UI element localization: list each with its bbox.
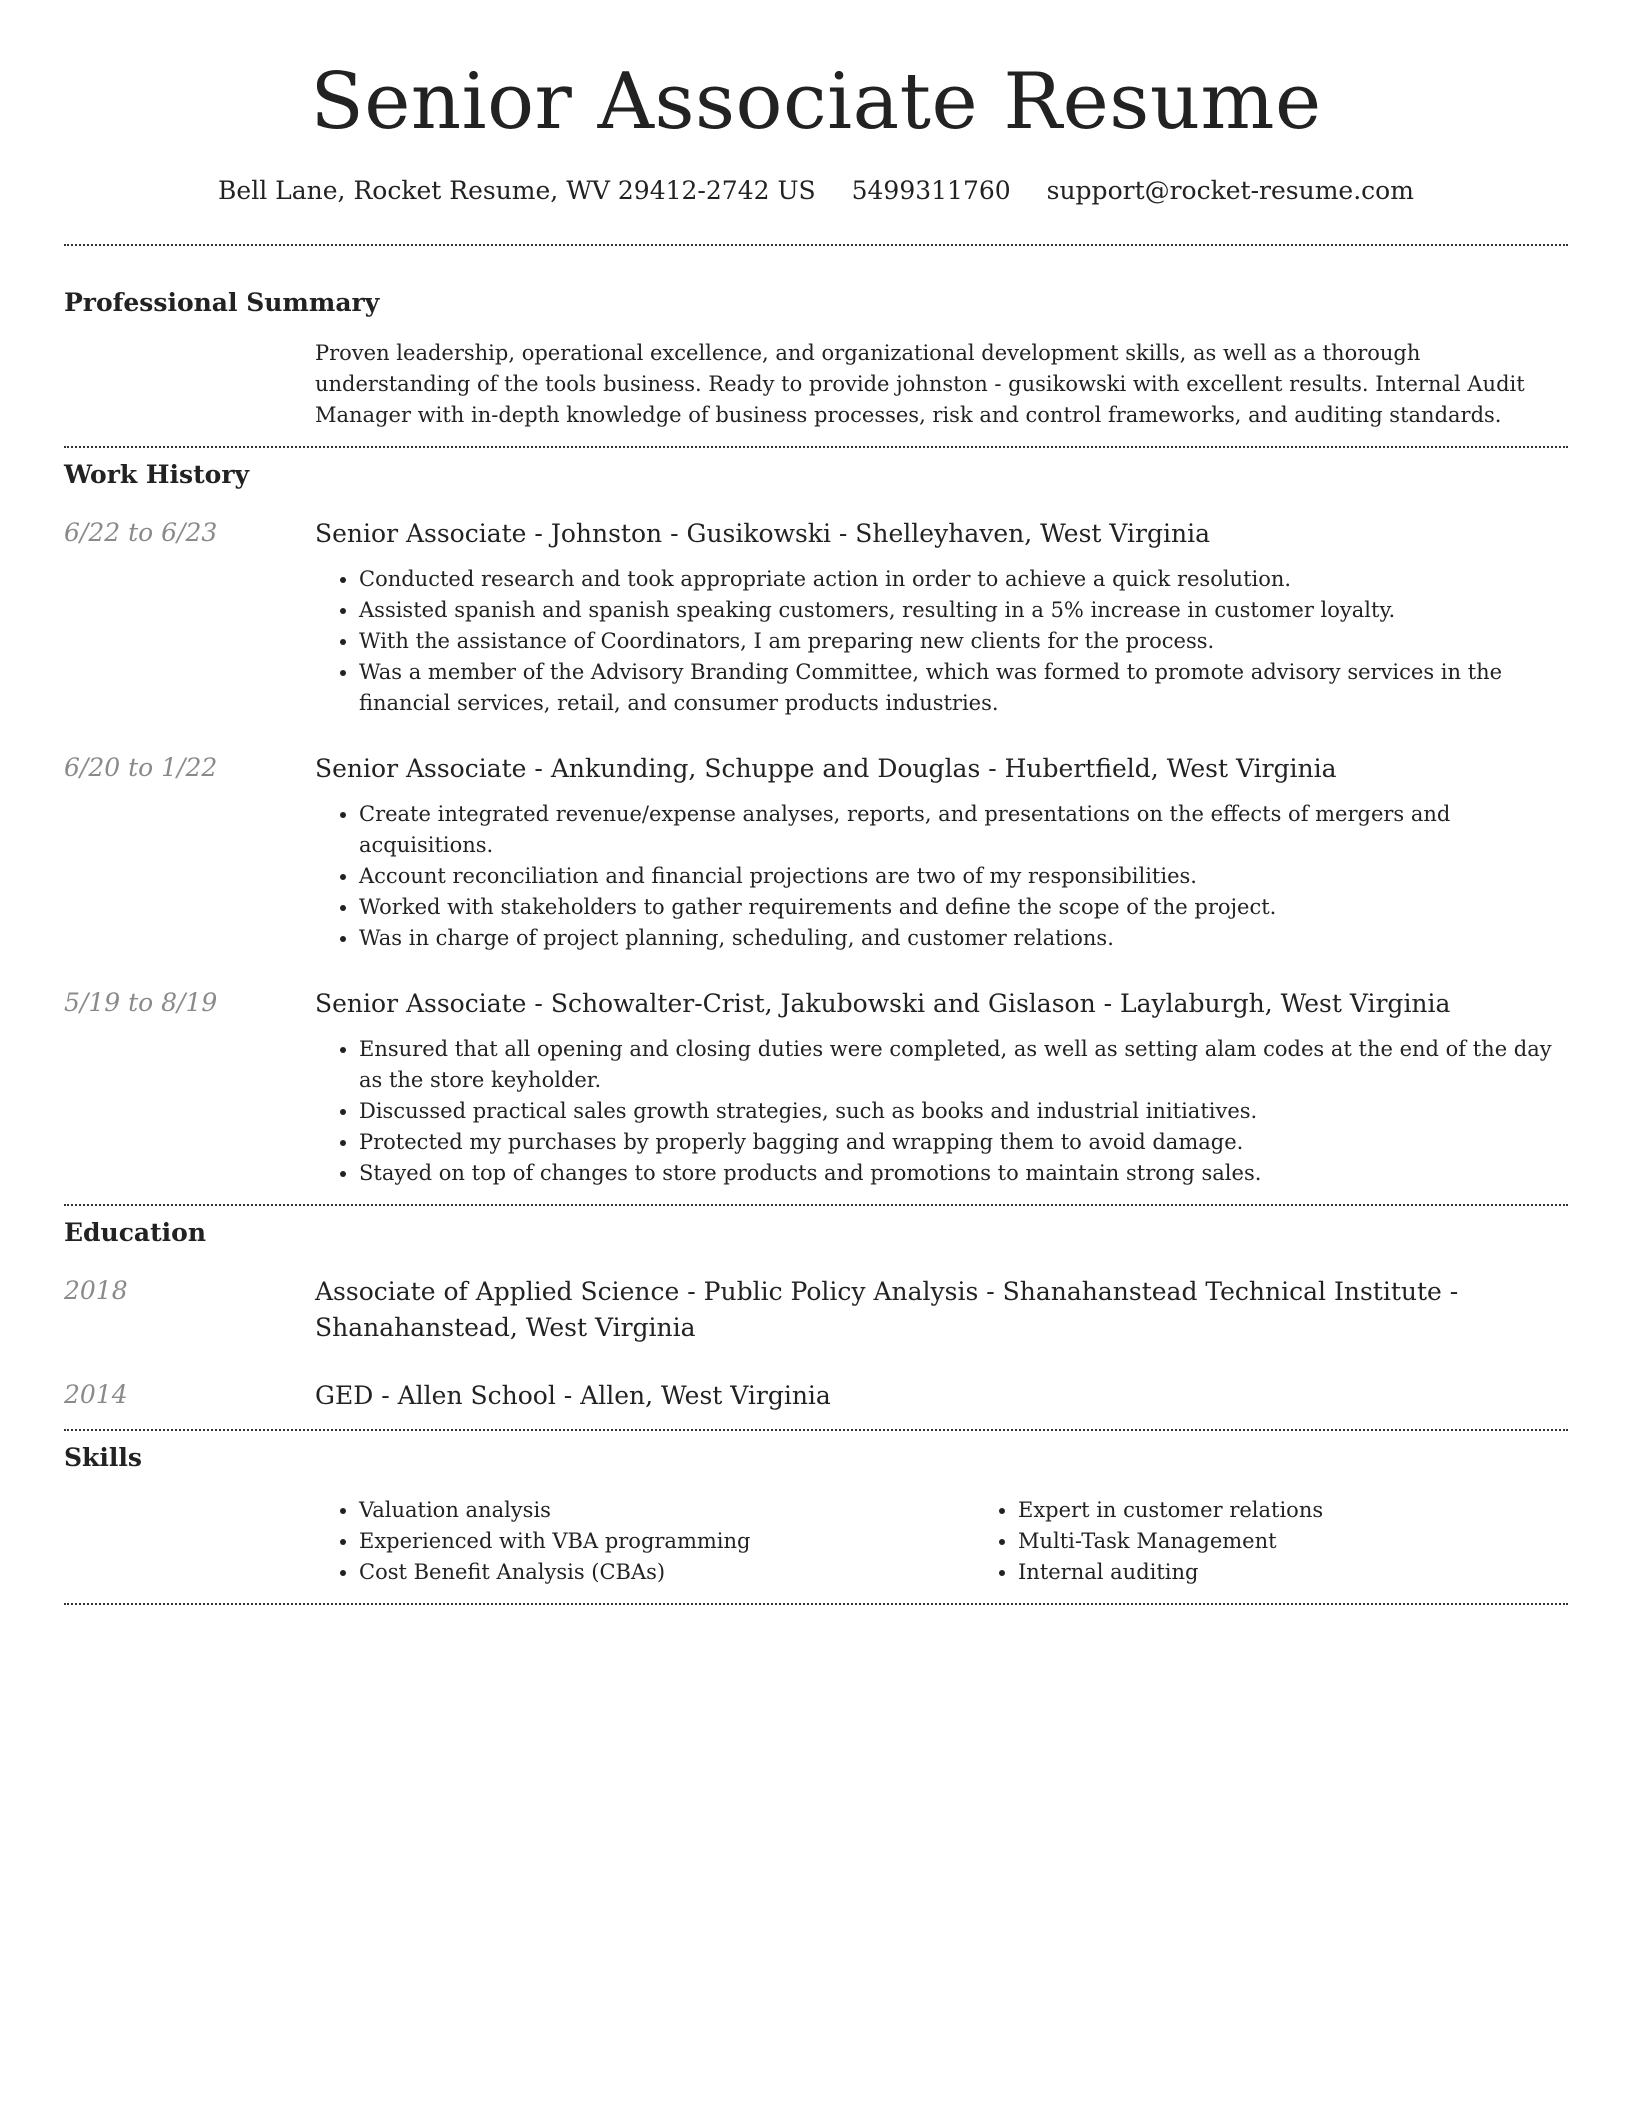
education-heading	[315, 1378, 1568, 1414]
skills-list-right	[974, 1495, 1632, 1588]
list-item: • With the assistance of Coordinators, I am preparing new clients for the process.	[359, 626, 1568, 657]
summary-spacer	[64, 338, 315, 431]
job-bullets	[315, 799, 1568, 954]
job-employer: - Ankunding, Schuppe and Douglas - Hubertfield, West Virginia	[526, 754, 1337, 783]
list-item: • Was in charge of project planning, scheduling, and customer relations.	[359, 923, 1568, 954]
job-title: Senior Associate	[315, 519, 527, 548]
education-degree: Associate of Applied Science - Public Policy Analysis	[315, 1277, 979, 1306]
job-dates: 6/22 to 6/23	[64, 518, 218, 547]
job-dates: 5/19 to 8/19	[64, 988, 218, 1017]
list-item: • Internal auditing	[1018, 1557, 1632, 1588]
list-item: • Multi-Task Management	[1018, 1526, 1632, 1557]
section-heading-skills: Skills	[64, 1443, 142, 1472]
contact-phone: 5499311760	[851, 176, 1011, 205]
work-history-section	[64, 448, 1568, 1189]
list-item: • Ensured that all opening and closing duties were completed, as well as setting alam codes at the end of the day as the store keyholder.	[359, 1034, 1568, 1096]
job-title: Senior Associate	[315, 754, 527, 783]
job-employer: - Johnston - Gusikowski - Shelleyhaven, West Virginia	[526, 519, 1210, 548]
education-year: 2018	[64, 1276, 128, 1305]
list-item: • Assisted spanish and spanish speaking customers, resulting in a 5% increase in customer loyalty.	[359, 595, 1568, 626]
list-item: • Conducted research and took appropriate action in order to achieve a quick resolution.	[359, 564, 1568, 595]
section-heading-work: Work History	[64, 460, 250, 489]
education-section	[64, 1206, 1568, 1414]
job-heading	[315, 516, 1568, 552]
job-dates: 6/20 to 1/22	[64, 753, 218, 782]
job-entry	[64, 751, 1568, 954]
education-degree: GED	[315, 1381, 374, 1410]
summary-section	[64, 246, 1568, 431]
job-bullets	[315, 1034, 1568, 1189]
job-bullets	[315, 564, 1568, 719]
summary-text: Proven leadership, operational excellence, and organizational development skills, as well as a thorough understanding of the tools business. Ready to provide johnston - gusikowski with excellent results. Internal Audit Manager with in-depth knowledge of business processes, risk and control frameworks, and auditing standards.	[315, 341, 1525, 427]
list-item: • Protected my purchases by properly bagging and wrapping them to avoid damage.	[359, 1127, 1568, 1158]
list-item: • Stayed on top of changes to store products and promotions to maintain strong sales.	[359, 1158, 1568, 1189]
job-employer: - Schowalter-Crist, Jakubowski and Gislason - Laylaburgh, West Virginia	[526, 989, 1451, 1018]
education-school: - Allen School - Allen, West Virginia	[373, 1381, 831, 1410]
resume-title: Senior Associate Resume	[310, 57, 1322, 147]
job-heading	[315, 751, 1568, 787]
contact-email: support@rocket-resume.com	[1046, 176, 1414, 205]
contact-line	[64, 174, 1568, 208]
education-entry	[64, 1274, 1568, 1346]
education-year: 2014	[64, 1380, 128, 1409]
list-item: • Experienced with VBA programming	[359, 1526, 974, 1557]
list-item: • Account reconciliation and financial projections are two of my responsibilities.	[359, 861, 1568, 892]
education-school: - Shanahanstead Technical Institute - Shanahanstead, West Virginia	[315, 1277, 1459, 1342]
list-item: • Was a member of the Advisory Branding Committee, which was formed to promote advisory services in the financial services, retail, and consumer products industries.	[359, 657, 1568, 719]
skills-columns	[315, 1495, 1632, 1588]
skills-list-left	[315, 1495, 974, 1588]
education-entry	[64, 1378, 1568, 1414]
list-item: • Discussed practical sales growth strategies, such as books and industrial initiatives.	[359, 1096, 1568, 1127]
job-heading	[315, 986, 1568, 1022]
resume-header	[64, 0, 1568, 208]
skills-spacer	[64, 1495, 315, 1588]
section-heading-education: Education	[64, 1218, 207, 1247]
list-item: • Cost Benefit Analysis (CBAs)	[359, 1557, 974, 1588]
list-item: • Valuation analysis	[359, 1495, 974, 1526]
job-entry	[64, 986, 1568, 1189]
divider	[64, 1603, 1568, 1605]
job-title: Senior Associate	[315, 989, 527, 1018]
job-entry	[64, 516, 1568, 719]
education-heading	[315, 1274, 1568, 1346]
skills-section	[64, 1431, 1568, 1588]
section-heading-summary: Professional Summary	[64, 288, 380, 317]
list-item: • Create integrated revenue/expense analyses, reports, and presentations on the effects of mergers and acquisitions.	[359, 799, 1568, 861]
list-item: • Expert in customer relations	[1018, 1495, 1632, 1526]
contact-address: Bell Lane, Rocket Resume, WV 29412-2742 US	[218, 176, 816, 205]
list-item: • Worked with stakeholders to gather requirements and define the scope of the project.	[359, 892, 1568, 923]
